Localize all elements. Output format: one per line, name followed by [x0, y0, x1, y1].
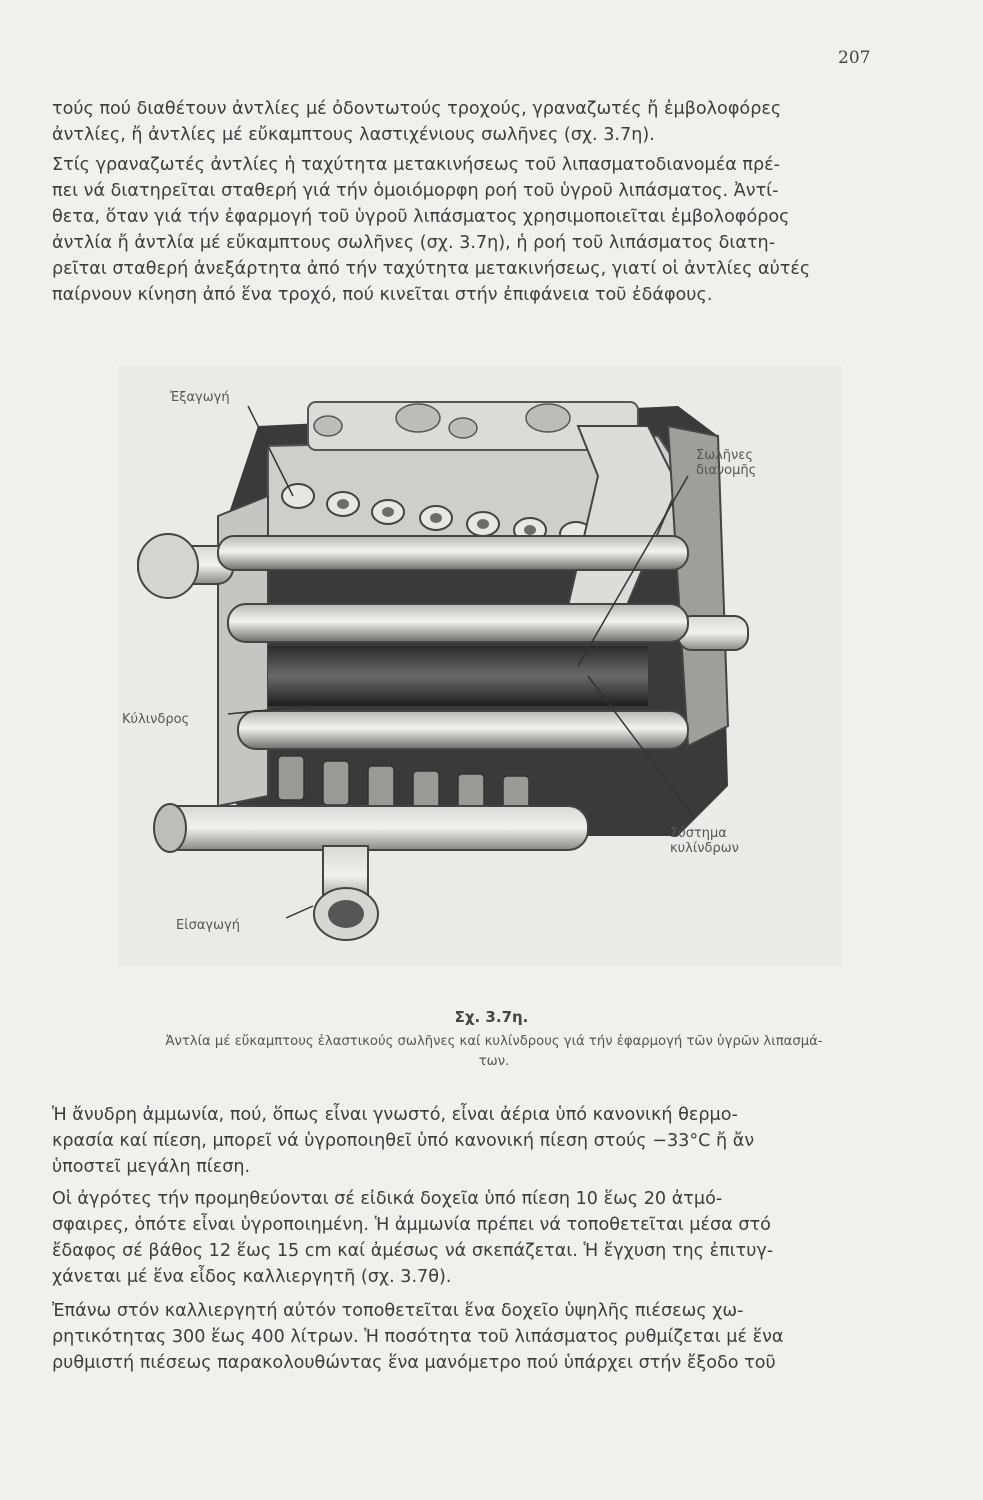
text-line: σφαιρες, ὁπότε εἶναι ὑγροποιημένη. Ἡ ἀμμωνία πρέπει νά τοποθετεῖται μέσα στό: [52, 1215, 771, 1235]
paragraph-3: [52, 1102, 894, 1180]
label-line: κυλίνδρων: [670, 841, 739, 856]
paragraph-5: [52, 1298, 894, 1376]
text-line: πει νά διατηρεῖται σταθερή γιά τήν ὁμοιόμορφη ροή τοῦ ὑγροῦ λιπάσματος. Ἀντί-: [52, 181, 779, 201]
text-line: ἔδαφος σέ βάθος 12 ἕως 15 cm καί ἀμέσως νά σκεπάζεται. Ἡ ἔγχυση της ἐπιτυγ-: [52, 1241, 774, 1261]
distribution-hoses-label: [696, 448, 756, 478]
text-line: ἀντλία ἤ ἀντλία μέ εὔκαμπτους σωλῆνες (σχ. 3.7η), ἡ ροή τοῦ λιπάσματος διατη-: [52, 233, 776, 253]
caption-line: Ἀντλία μέ εὔκαμπτους ἐλαστικούς σωλῆνες καί κυλίνδρους γιά τήν ἐφαρμογή τῶν ὑγρῶν λιπασμά-: [165, 1034, 823, 1049]
pump-figure: [118, 366, 842, 966]
text-line: ἀντλίες, ἤ ἀντλίες μέ εὔκαμπτους λαστιχένιους σωλῆνες (σχ. 3.7η).: [52, 125, 655, 145]
paragraph-1: [52, 96, 894, 148]
text-line: ρεῖται σταθερή ἀνεξάρτητα ἀπό τήν ταχύτητα μετακινήσεως, γιατί οἱ ἀντλίες αὐτές: [52, 259, 811, 279]
text-line: παίρνουν κίνηση ἀπό ἕνα τροχό, πού κινεῖται στήν ἐπιφάνεια τοῦ ἐδάφους.: [52, 285, 713, 305]
label-line: Σύστημα: [670, 826, 727, 841]
page-number: 207: [838, 48, 871, 68]
text-line: ὑποστεῖ μεγάλη πίεση.: [52, 1157, 251, 1177]
paragraph-2: [52, 152, 894, 308]
text-line: κρασία καί πίεση, μπορεῖ νά ὑγροποιηθεῖ ὑπό κανονική πίεση στούς −33°C ἤ ἄν: [52, 1131, 755, 1151]
cylinder-label: Κύλινδρος: [122, 712, 190, 727]
figure-caption: [70, 1032, 918, 1072]
text-line: Στίς γραναζωτές ἀντλίες ἡ ταχύτητα μετακινήσεως τοῦ λιπασματοδιανομέα πρέ-: [52, 155, 781, 175]
inlet-label: Εἰσαγωγή: [176, 918, 240, 933]
cylinder-system-label: [670, 826, 739, 856]
text-line: τούς πού διαθέτουν ἀντλίες μέ ὀδοντωτούς τροχούς, γραναζωτές ἤ ἐμβολοφόρες: [52, 99, 782, 119]
text-line: θετα, ὅταν γιά τήν ἐφαρμογή τοῦ ὑγροῦ λιπάσματος χρησιμοποιεῖται ἐμβολοφόρος: [52, 207, 790, 227]
text-line: χάνεται μέ ἕνα εἶδος καλλιεργητῆ (σχ. 3.7θ).: [52, 1267, 452, 1287]
label-line: διανομῆς: [696, 463, 757, 478]
outlet-label: Ἐξαγωγή: [170, 390, 230, 405]
text-line: Ἐπάνω στόν καλλιεργητή αὐτόν τοποθετεῖται ἕνα δοχεῖο ὑψηλῆς πιέσεως χω-: [52, 1301, 744, 1321]
figure-caption-number: Σχ. 3.7η.: [454, 1008, 529, 1026]
text-line: Οἱ ἀγρότες τήν προμηθεύονται σέ εἰδικά δοχεῖα ὑπό πίεση 10 ἕως 20 ἀτμό-: [52, 1189, 723, 1209]
text-line: Ἡ ἄνυδρη ἀμμωνία, πού, ὅπως εἶναι γνωστό, εἶναι ἀέρια ὑπό κανονική θερμο-: [52, 1105, 738, 1125]
label-line: Σωλῆνες: [696, 448, 753, 463]
text-line: ρυθμιστή πιέσεως παρακολουθώντας ἕνα μανόμετρο πού ὑπάρχει στήν ἔξοδο τοῦ: [52, 1353, 776, 1373]
paragraph-4: [52, 1186, 894, 1290]
text-line: ρητικότητας 300 ἕως 400 λίτρων. Ἡ ποσότητα τοῦ λιπάσματος ρυθμίζεται μέ ἕνα: [52, 1327, 784, 1347]
caption-line: των.: [478, 1054, 510, 1069]
